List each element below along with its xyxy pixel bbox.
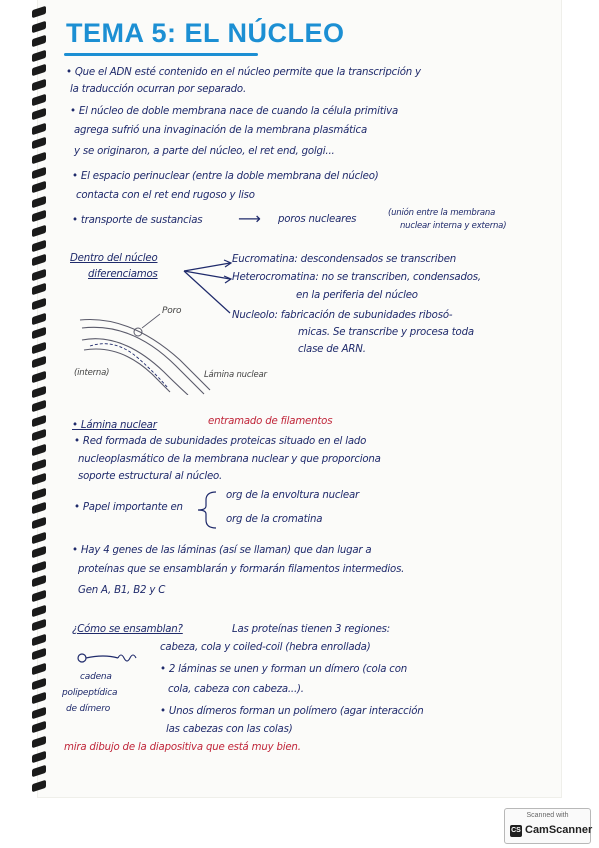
binding-hole [32, 196, 46, 209]
binding-hole [32, 517, 46, 530]
section-heading: Dentro del núcleo [70, 253, 158, 264]
binding-hole [32, 663, 46, 676]
binding-hole [32, 765, 46, 778]
binding-hole [32, 356, 46, 369]
binding-hole [32, 780, 46, 793]
section-heading: • Lámina nuclear [72, 420, 157, 431]
binding-hole [32, 546, 46, 559]
note-line: nucleoplasmático de la membrana nuclear y que proporciona [78, 454, 381, 465]
note-line: • Papel importante en [74, 502, 183, 513]
note-line: las cabezas con las colas) [166, 724, 293, 735]
binding-hole [32, 634, 46, 647]
coil-sketch [74, 644, 154, 674]
brace-icon [194, 490, 224, 530]
note-line: • El núcleo de doble membrana nace de cuando la célula primitiva [70, 106, 399, 117]
nuclear-membrane-sketch [60, 300, 230, 395]
note-line: • Hay 4 genes de las láminas (así se llaman) que dan lugar a [72, 545, 372, 556]
note-line: Eucromatina: descondensados se transcriben [232, 254, 457, 265]
note-line: org de la envoltura nuclear [226, 490, 359, 501]
binding-hole [32, 20, 46, 33]
binding-hole [32, 473, 46, 486]
note-line: • Red formada de subunidades proteicas situado en el lado [74, 436, 367, 447]
binding-hole [32, 415, 46, 428]
binding-hole [32, 531, 46, 544]
binding-hole [32, 561, 46, 574]
binding-hole [32, 604, 46, 617]
note-line: y se originaron, a parte del núcleo, el ret end, golgi... [74, 146, 335, 157]
binding-hole [32, 50, 46, 63]
binding-hole [32, 385, 46, 398]
note-line: contacta con el ret end rugoso y liso [76, 190, 255, 201]
page-title: TEMA 5: EL NÚCLEO [66, 18, 345, 48]
binding-hole [32, 108, 46, 121]
red-note: entramado de filamentos [208, 416, 333, 427]
binding-hole [32, 283, 46, 296]
binding-hole [32, 721, 46, 734]
binding-hole [32, 254, 46, 267]
binding-hole [32, 152, 46, 165]
note-line: • Unos dímeros forman un polímero (agar interacción [160, 706, 424, 717]
binding-hole [32, 342, 46, 355]
note-line: soporte estructural al núcleo. [78, 471, 223, 482]
note-line: micas. Se transcribe y procesa toda [298, 327, 474, 338]
note-line: cabeza, cola y coiled-coil (hebra enrollada) [160, 642, 371, 653]
arrow-icon: ⟶ [238, 209, 261, 228]
note-line: • 2 láminas se unen y forman un dímero (cola con [160, 664, 407, 675]
binding-hole [32, 619, 46, 632]
binding-hole [32, 750, 46, 763]
binding-hole [32, 488, 46, 501]
binding-hole [32, 269, 46, 282]
watermark-caption: Scanned with [526, 812, 569, 819]
watermark-name: CamScanner [525, 824, 593, 836]
note-line: • transporte de sustancias [72, 215, 203, 226]
binding-hole [32, 575, 46, 588]
binding-hole [32, 400, 46, 413]
binding-hole [32, 35, 46, 48]
binding-hole [32, 677, 46, 690]
binding-hole [32, 6, 46, 19]
binding-hole [32, 458, 46, 471]
note-line: la traducción ocurran por separado. [70, 84, 247, 95]
binding-hole [32, 166, 46, 179]
notebook-page [38, 0, 561, 797]
binding-hole [32, 210, 46, 223]
binding-hole [32, 239, 46, 252]
diagram-label-poro: Poro [162, 306, 182, 316]
note-line: clase de ARN. [298, 344, 366, 355]
note-line: nuclear interna y externa) [400, 221, 507, 231]
binding-hole [32, 692, 46, 705]
binding-hole [32, 327, 46, 340]
binding-hole [32, 429, 46, 442]
sketch-label: de dímero [66, 704, 111, 714]
binding-hole [32, 707, 46, 720]
diagram-label-lamina: Lámina nuclear [204, 370, 267, 380]
binding-hole [32, 648, 46, 661]
note-line: Heterocromatina: no se transcriben, condensados, [232, 272, 481, 283]
binding-hole [32, 371, 46, 384]
title-underline [64, 53, 258, 56]
note-line: poros nucleares [278, 214, 357, 225]
note-line: agrega sufrió una invaginación de la membrana plasmática [74, 125, 367, 136]
binding-hole [32, 312, 46, 325]
binding-hole [32, 137, 46, 150]
binding-hole [32, 502, 46, 515]
note-line: Gen A, B1, B2 y C [78, 585, 166, 596]
camscanner-watermark [504, 808, 591, 844]
binding-hole [32, 93, 46, 106]
note-line: proteínas que se ensamblarán y formarán filamentos intermedios. [78, 564, 405, 575]
red-note: mira dibujo de la diapositiva que está muy bien. [64, 742, 301, 753]
binding-hole [32, 64, 46, 77]
binding-hole [32, 736, 46, 749]
binding-hole [32, 181, 46, 194]
binding-hole [32, 123, 46, 136]
sketch-label: cadena [80, 672, 112, 682]
note-line: en la periferia del núcleo [296, 290, 418, 301]
note-line: • Que el ADN esté contenido en el núcleo permite que la transcripción y [66, 67, 421, 78]
question-heading: ¿Cómo se ensamblan? [72, 624, 183, 635]
sketch-label: polipeptídica [62, 688, 118, 698]
binding-hole [32, 298, 46, 311]
note-line: org de la cromatina [226, 514, 323, 525]
binding-hole [32, 225, 46, 238]
spiral-binding [32, 0, 54, 797]
binding-hole [32, 590, 46, 603]
section-heading: diferenciamos [88, 269, 158, 280]
note-line: • El espacio perinuclear (entre la doble membrana del núcleo) [72, 171, 379, 182]
binding-hole [32, 79, 46, 92]
note-line: Las proteínas tienen 3 regiones: [232, 624, 390, 635]
binding-hole [32, 444, 46, 457]
diagram-label-interna: (interna) [74, 368, 110, 378]
note-line: Nucleolo: fabricación de subunidades ribosó- [232, 310, 453, 321]
camscanner-logo-icon: CS [510, 825, 522, 837]
note-line: cola, cabeza con cabeza...). [168, 684, 304, 695]
note-line: (unión entre la membrana [388, 208, 496, 218]
